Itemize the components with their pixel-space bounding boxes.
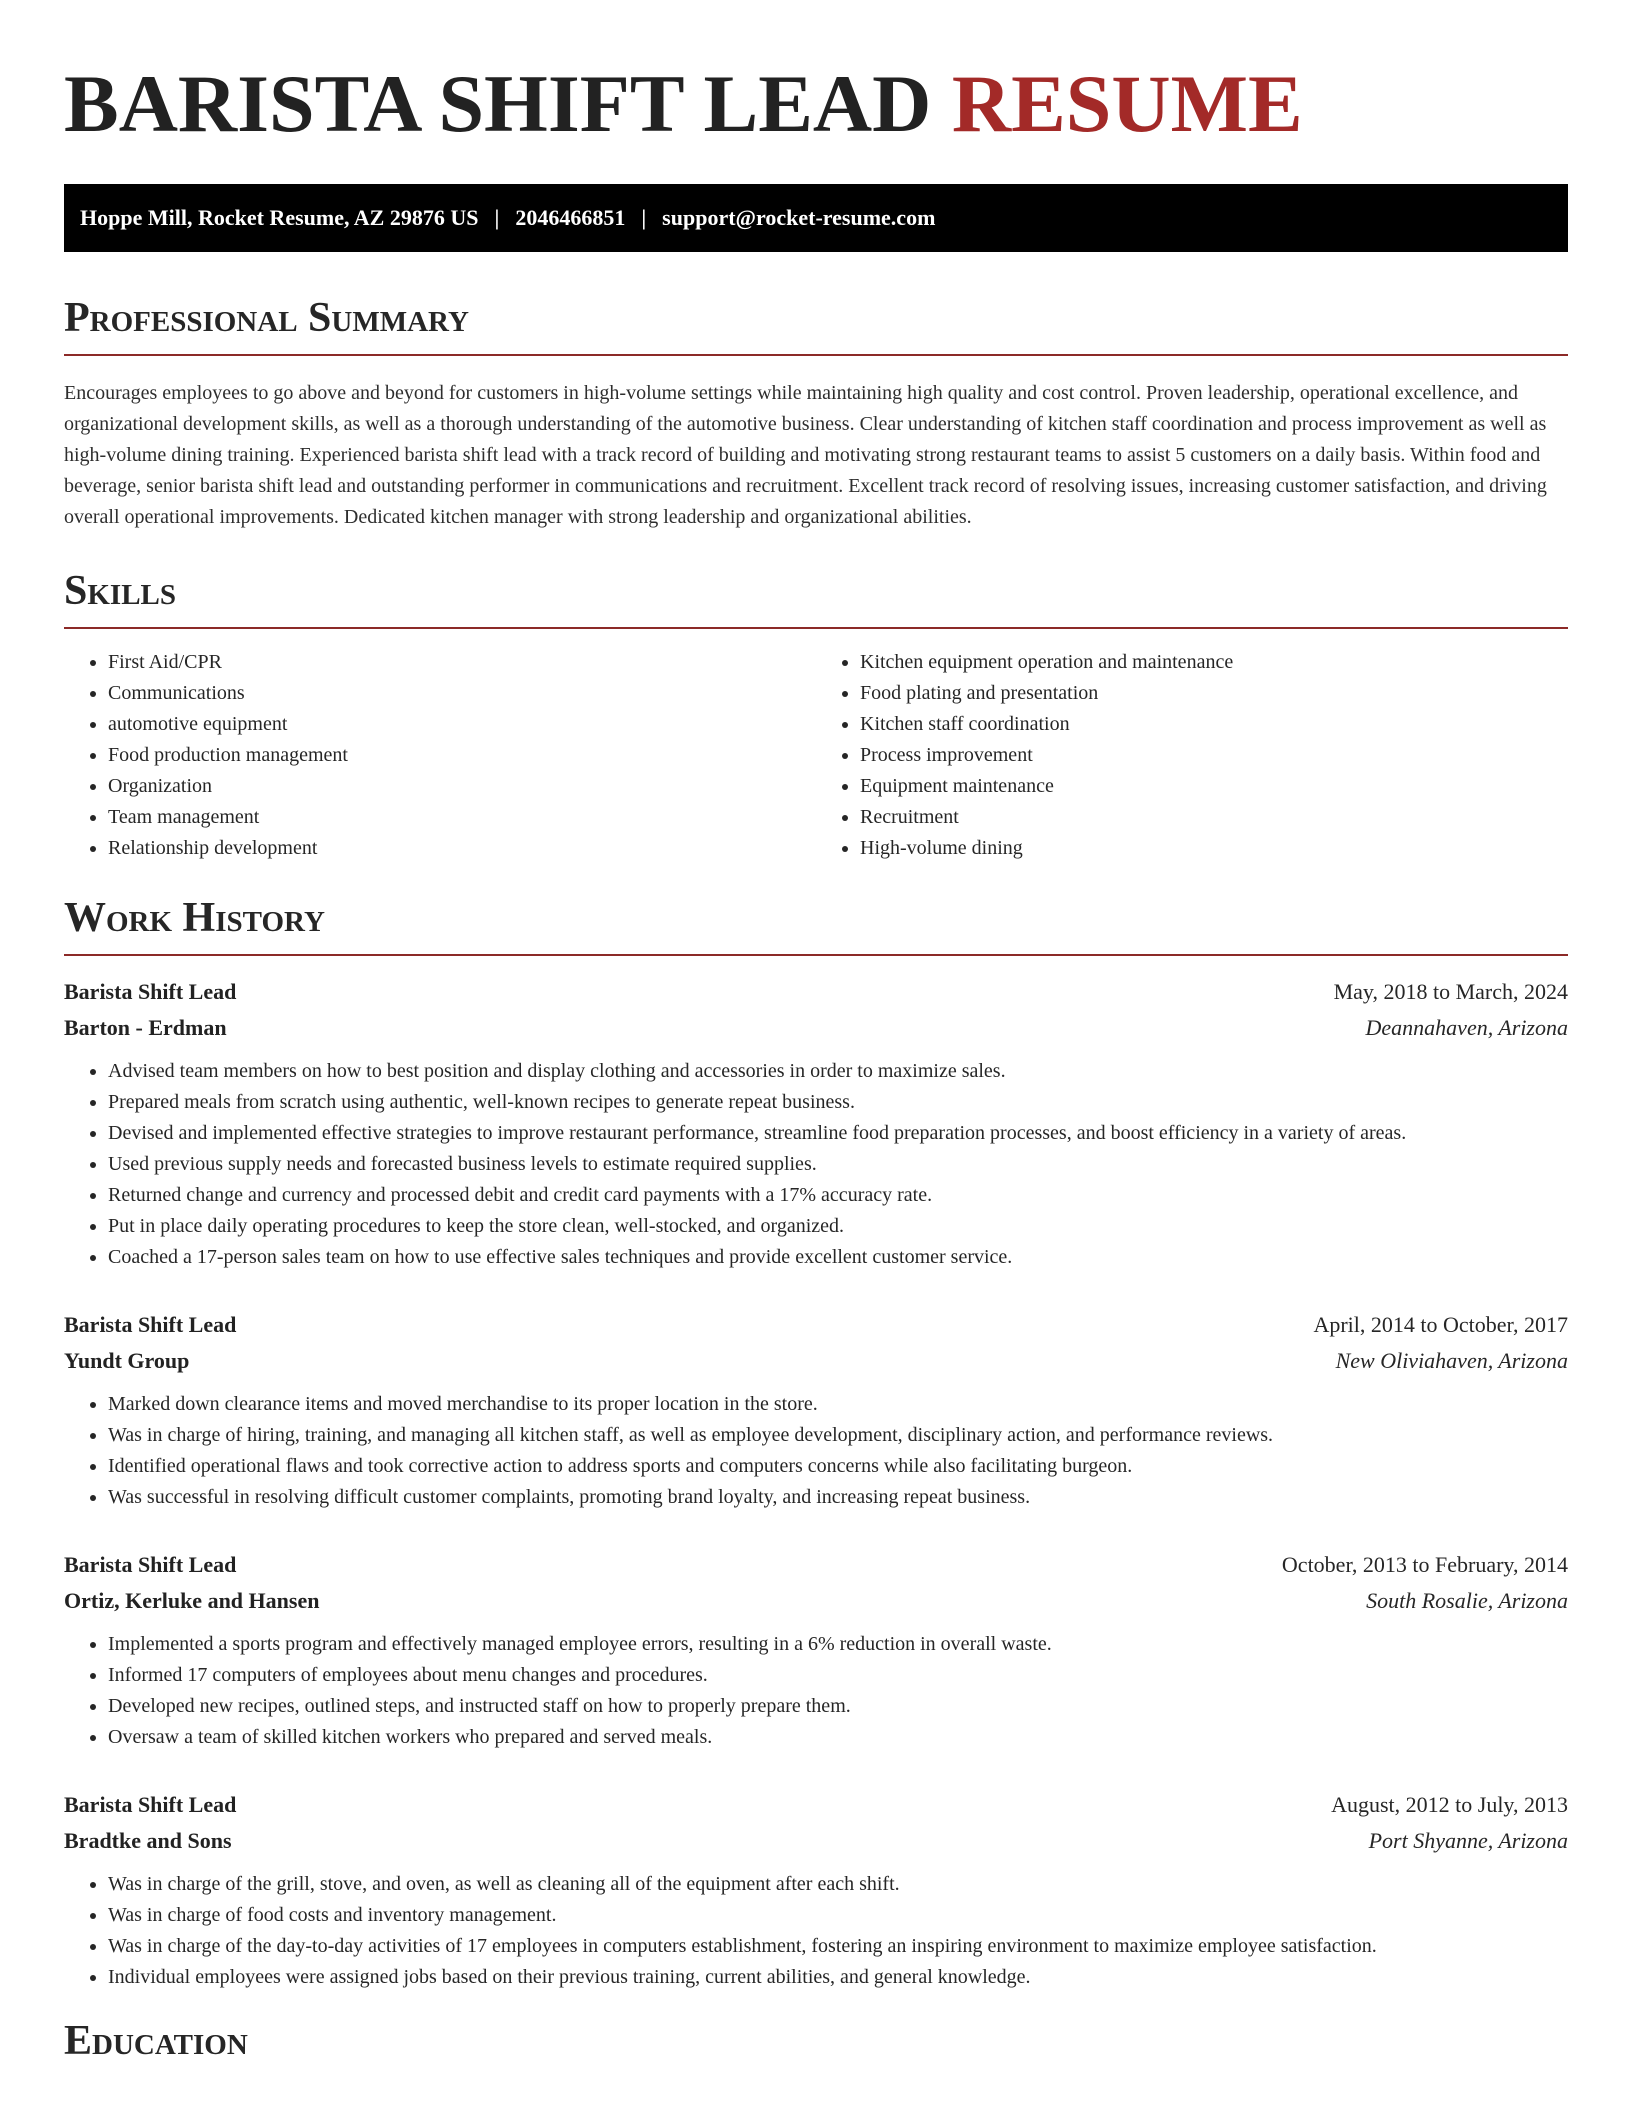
- contact-separator: |: [641, 205, 647, 230]
- skill-item: • Recruitment: [860, 802, 1568, 833]
- job-bullet: • Was in charge of the day-to-day activities of 17 employees in computers establishment, fostering an inspiring environment to maximize employee satisfaction.: [108, 1931, 1568, 1962]
- job-company: Barton - Erdman: [64, 1015, 227, 1040]
- skills-list-right: [816, 647, 1568, 864]
- skill-item: • Kitchen equipment operation and maintenance: [860, 647, 1568, 678]
- skill-item: • First Aid/CPR: [108, 647, 816, 678]
- skill-item: • Process improvement: [860, 740, 1568, 771]
- contact-separator: |: [494, 205, 500, 230]
- job-bullet: • Was successful in resolving difficult customer complaints, promoting brand loyalty, and increasing repeat business.: [108, 1482, 1568, 1513]
- skill-item: • Organization: [108, 771, 816, 802]
- education-heading: Education: [64, 2018, 248, 2064]
- job-bullet: • Identified operational flaws and took corrective action to address sports and computers concerns while also facilitating burgeon.: [108, 1451, 1568, 1482]
- job-company: Yundt Group: [64, 1348, 190, 1373]
- job-subheader-row: [64, 1010, 1568, 1046]
- job-title: Barista Shift Lead: [64, 1792, 237, 1817]
- job-dates: August, 2012 to July, 2013: [1331, 1792, 1568, 1817]
- contact-phone: 2046466851: [515, 205, 626, 230]
- job-bullet: • Marked down clearance items and moved merchandise to its proper location in the store.: [108, 1389, 1568, 1420]
- job-bullet: • Was in charge of hiring, training, and managing all kitchen staff, as well as employee development, disciplinary action, and performance reviews.: [108, 1420, 1568, 1451]
- contact-address: Hoppe Mill, Rocket Resume, AZ 29876 US: [80, 205, 479, 230]
- job-bullet: • Put in place daily operating procedures to keep the store clean, well-stocked, and organized.: [108, 1211, 1568, 1242]
- job-bullet: • Oversaw a team of skilled kitchen workers who prepared and served meals.: [108, 1722, 1568, 1753]
- job-title: Barista Shift Lead: [64, 1552, 237, 1577]
- title-main: BARISTA SHIFT LEAD: [64, 58, 952, 149]
- job-subheader-row: [64, 1823, 1568, 1859]
- job-subheader-row: [64, 1343, 1568, 1379]
- skill-item: • Communications: [108, 678, 816, 709]
- job-header-row: [64, 974, 1568, 1010]
- job-bullets: [64, 1629, 1568, 1753]
- resume-title: [64, 0, 1568, 150]
- skill-item: • High-volume dining: [860, 833, 1568, 864]
- skill-item: • automotive equipment: [108, 709, 816, 740]
- job-bullet: • Was in charge of the grill, stove, and oven, as well as cleaning all of the equipment after each shift.: [108, 1869, 1568, 1900]
- job-title: Barista Shift Lead: [64, 979, 237, 1004]
- skill-item: • Food plating and presentation: [860, 678, 1568, 709]
- title-accent: RESUME: [951, 58, 1303, 149]
- job-bullet: • Coached a 17-person sales team on how to use effective sales techniques and provide excellent customer service.: [108, 1242, 1568, 1273]
- job-company: Bradtke and Sons: [64, 1828, 232, 1853]
- job-location: New Oliviahaven, Arizona: [1335, 1348, 1568, 1373]
- job-entry: [64, 1547, 1568, 1753]
- job-bullet: • Prepared meals from scratch using authentic, well-known recipes to generate repeat business.: [108, 1087, 1568, 1118]
- contact-email: support@rocket-resume.com: [662, 205, 936, 230]
- job-dates: October, 2013 to February, 2014: [1281, 1552, 1568, 1577]
- skill-item: • Team management: [108, 802, 816, 833]
- job-bullet: • Developed new recipes, outlined steps, and instructed staff on how to properly prepare them.: [108, 1691, 1568, 1722]
- job-entry: [64, 974, 1568, 1273]
- job-dates: April, 2014 to October, 2017: [1313, 1312, 1568, 1337]
- job-bullet: • Individual employees were assigned jobs based on their previous training, current abilities, and general knowledge.: [108, 1962, 1568, 1993]
- job-bullet: • Was in charge of food costs and inventory management.: [108, 1900, 1568, 1931]
- job-bullet: • Implemented a sports program and effectively managed employee errors, resulting in a 6% reduction in overall waste.: [108, 1629, 1568, 1660]
- skills-grid: [64, 647, 1568, 864]
- job-bullets: [64, 1869, 1568, 1993]
- job-title: Barista Shift Lead: [64, 1312, 237, 1337]
- job-bullet: • Returned change and currency and processed debit and credit card payments with a 17% accuracy rate.: [108, 1180, 1568, 1211]
- skills-heading: Skills: [64, 567, 1568, 629]
- job-company: Ortiz, Kerluke and Hansen: [64, 1588, 320, 1613]
- job-header-row: [64, 1307, 1568, 1343]
- job-entry: [64, 1307, 1568, 1513]
- contact-bar: [64, 184, 1568, 252]
- work-history-heading: Work History: [64, 894, 1568, 956]
- job-location: South Rosalie, Arizona: [1366, 1588, 1568, 1613]
- job-entry: [64, 1787, 1568, 1993]
- job-bullet: • Informed 17 computers of employees about menu changes and procedures.: [108, 1660, 1568, 1691]
- skill-item: • Relationship development: [108, 833, 816, 864]
- job-header-row: [64, 1547, 1568, 1583]
- job-bullet: • Advised team members on how to best position and display clothing and accessories in order to maximize sales.: [108, 1056, 1568, 1087]
- job-header-row: [64, 1787, 1568, 1823]
- job-dates: May, 2018 to March, 2024: [1333, 979, 1568, 1004]
- job-bullet: • Devised and implemented effective strategies to improve restaurant performance, streamline food preparation processes, and boost efficiency in a variety of areas.: [108, 1118, 1568, 1149]
- skill-item: • Kitchen staff coordination: [860, 709, 1568, 740]
- job-bullets: [64, 1056, 1568, 1273]
- skill-item: • Food production management: [108, 740, 816, 771]
- skills-list-left: [64, 647, 816, 864]
- job-bullets: [64, 1389, 1568, 1513]
- summary-text: Encourages employees to go above and beyond for customers in high-volume settings while maintaining high quality and cost control. Proven leadership, operational excellence, and organizational development skills, as well as a thorough understanding of the automotive business. Clear understanding of kitchen staff coordination and process improvement as well as high-volume dining training. Experienced barista shift lead with a track record of building and motivating strong restaurant teams to assist 5 customers on a daily basis. Within food and beverage, senior barista shift lead and outstanding performer in communications and recruitment. Excellent track record of resolving issues, increasing customer satisfaction, and driving overall operational improvements. Dedicated kitchen manager with strong leadership and organizational abilities.: [64, 382, 1547, 528]
- job-bullet: • Used previous supply needs and forecasted business levels to estimate required supplies.: [108, 1149, 1568, 1180]
- skill-item: • Equipment maintenance: [860, 771, 1568, 802]
- job-subheader-row: [64, 1583, 1568, 1619]
- job-location: Deannahaven, Arizona: [1365, 1015, 1568, 1040]
- summary-heading: Professional Summary: [64, 294, 1568, 356]
- job-location: Port Shyanne, Arizona: [1368, 1828, 1568, 1853]
